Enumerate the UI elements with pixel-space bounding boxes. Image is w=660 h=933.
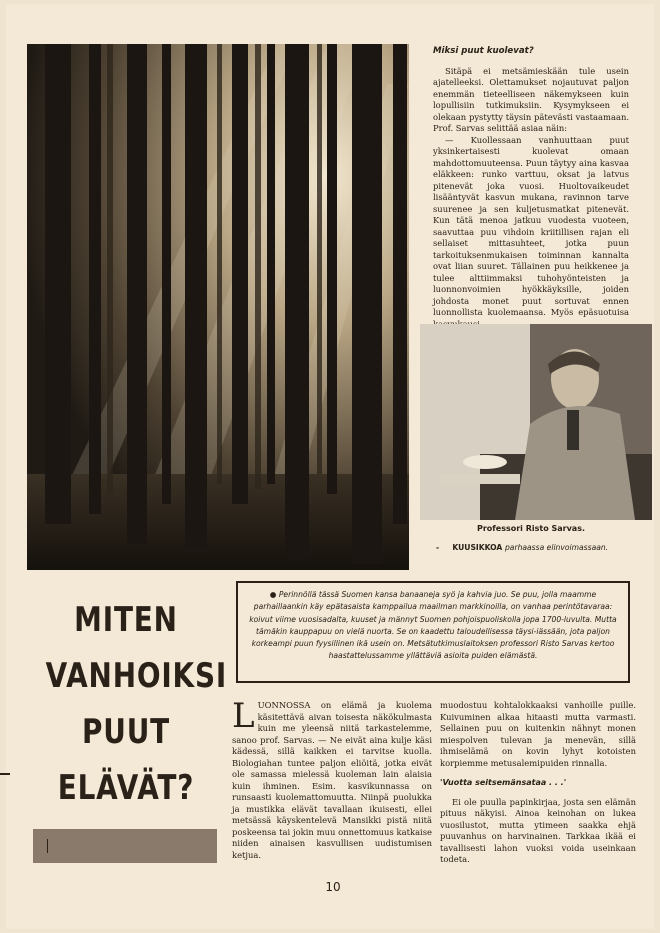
forest-caption (436, 543, 636, 552)
decorative-bar (33, 829, 217, 863)
title-line: PUUT (81, 712, 170, 752)
section-heading: Miksi puut kuolevat? (433, 46, 534, 56)
article-right-column (433, 46, 629, 330)
subheading: 'Vuotta seitsemänsataa . . .' (440, 778, 567, 787)
portrait-photo (420, 324, 652, 520)
intro-text: ● Perinnöllä tässä Suomen kansa banaaneja syö ja kahvia juo. Se puu, jolla maamme parhaillaankin käy epätasaista kamppailua maailman markkinoilla, on vanhaa perintötavaraa: koivut viime vuosisadalta, kuuset ja männyt Suomen pohjoispuoliskolla jopa 1700-luvulta. Mutta tämäkin kauppapuu on vielä nuorta. Se on kaadettu taloudellisessa täysi-iässään, jota paljon korkeampi puun fyysillinen ikä usein on. Metsätutkimuslaitoksen professori Risto Sarvas kertoo haastattelussamme yllättäviä asioita puiden elämästä. (249, 590, 617, 661)
title-line: MITEN (74, 600, 178, 640)
body-text: UONNOSSA on elämä ja kuolema käsitettävä aivan toisesta näkökulmasta kuin me yleensä niitä tarkastelemme, sanoo prof. Sarvas. — Ne eivät aina kulje käsi kädessä, sillä kaikken ei tarvitse kuolla. Biologiahan tuntee paljon eliöitä, jotka eivät ole samassa mielessä kuoleman lain alaisia kuin ihminen. Esim. kasvikunnassa on runsaasti kuolemattomuutta. Niinpä puolukka ja mustikka elävät tavallaan ikuisesti, ellei metsässä käyskentelevä Mansikki pistä niitä poskeensa tai jokin muu onnettomuus katkaise niiden ainaisen kasvullisen uudistumisen ketjua. (232, 700, 432, 860)
paragraph: Ei ole puulla papinkirjaa, josta sen elämän pituus näkyisi. Ainoa keinohan on lukea vuosilustot, mutta ytimeen saakka ehjä puuvanhus on harvinainen. Tarkkaa ikää ei tavallisesti lahon vuoksi voida useinkaan todeta. (440, 796, 636, 864)
margin-rule (0, 773, 10, 775)
drop-cap: L (232, 696, 255, 736)
portrait-caption: Professori Risto Sarvas. (477, 524, 585, 533)
paragraph: muodostuu kohtalokkaaksi vanhoille puille. Kuivuminen alkaa hitaasti mutta varmasti. Sellainen puu on kuitenkin nähnyt monen miespolven tulevan ja menevän, sillä ihmiselämä on kovin lyhyt kotoisten korpiemme metusalemipuiden rinnalla. (440, 700, 636, 768)
article-body-left (232, 696, 432, 861)
caption-dash: - (436, 543, 440, 552)
caption-rest: parhaassa elinvoimassaan. (504, 543, 609, 552)
paragraph: — Kuollessaan vanhuuttaan puut yksinkertaisesti kuolevat omaan mahdottomuuteensa. Puun täytyy aina kasvaa eläkkeen: runko varttuu, oksat ja latvus pitenevät joka vuosi. Huoltovaikeudet lisääntyvät kasvun mukana, ravinnon tarve suurenee ja sen kuljetusmatkat pitenevät. Kun tätä menoa jatkuu vuodesta vuoteen, saavuttaa puu vihdoin kriitillisen rajan eli sellaiset mittasuhteet, jotka puun tarkoituksenmukaisen toiminnan kannalta ovat liian suuret. Tällainen puu heikkenee ja tulee alttiimmaksi tuhohyönteisten ja luonnonvoimien hyökkäyksille, joiden johdosta monet puut sortuvat ennen luonnollista kuolemaansa. Myös epäsuotuisa (433, 134, 629, 317)
intro-box (236, 581, 630, 683)
caption-bold: KUUSIKKOA (452, 543, 503, 552)
article-body-right (440, 700, 636, 866)
title-line: VANHOIKSI (45, 656, 228, 696)
page-number: 10 (325, 880, 341, 894)
article-title (45, 592, 228, 816)
title-line: ELÄVÄT? (57, 768, 195, 808)
paragraph: Sitäpä ei metsämieskään tule usein ajatelleeksi. Olettamukset nojautuvat paljon enemmän tieteelliseen näkemykseen kuin lopullisiin tutkimuksiin. Kysymykseen ei olekaan pystytty täysin pätevästi vastaamaan. Prof. Sarvas selittää asiaa näin: (433, 65, 629, 133)
forest-photo (27, 44, 409, 570)
